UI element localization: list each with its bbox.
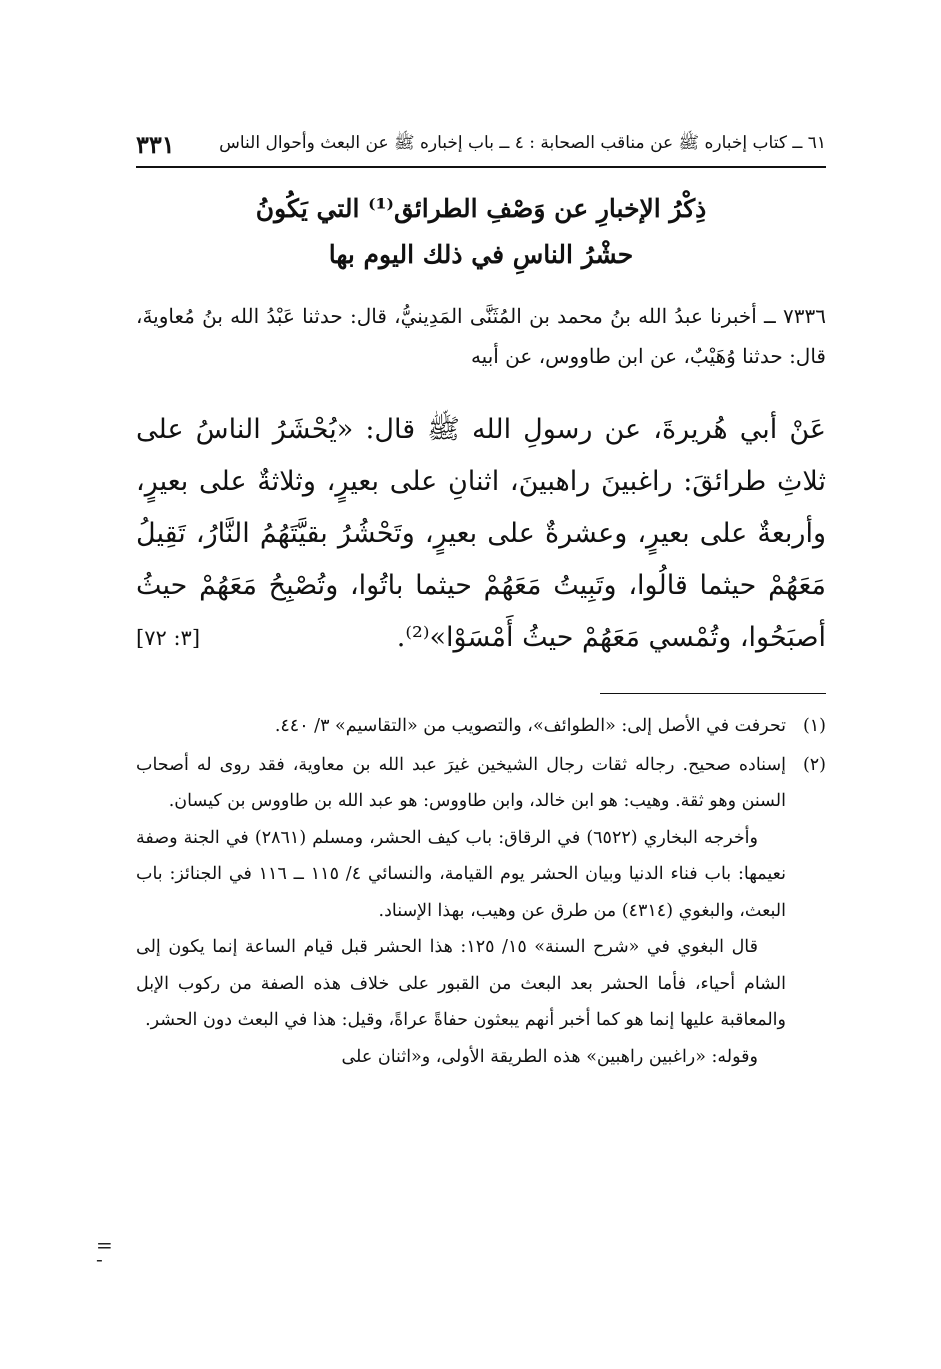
- footnote-paragraph: وقوله: «راغبين راهبين» هذه الطريقة الأولى، و«اثنان على: [341, 1046, 758, 1067]
- header-rule: [136, 166, 826, 168]
- hadith-reference: [٣: ٧٢]: [136, 626, 201, 650]
- footnote-number: (١): [802, 716, 826, 736]
- footnote-paragraph: قال البغوي في «شرح السنة» ١٥/ ١٢٥: هذا الحشر قبل قيام الساعة إنما يكون إلى الشام أحياء، فأما الحشر بعد البعث من القبور على خلاف هذه الصفة من ركوب الإبل والمعاقبة عليها إنما هو كما أخبر أنهم يبعثون حفاةً عراةً، وقيل: هذا في البعث دون الحشر.: [136, 937, 786, 1030]
- footnote-paragraph: وأخرجه البخاري (٦٥٢٢) في الرقاق: باب كيف الحشر، ومسلم (٢٨٦١) في الجنة وصفة نعيمها: باب فناء الدنيا وبيان الحشر يوم القيامة، والنسائي ٤/ ١١٥ ــ ١١٦ في الجنائز: باب البعث، والبغوي (٤٣١٤) من طرق عن وهيب، بهذا الإسناد.: [136, 827, 786, 921]
- footnote-text: [136, 747, 786, 1076]
- footnotes: [136, 708, 826, 1077]
- hadith-isnad: ٧٣٣٦ ــ أخبرنا عبدُ الله بنُ محمد بن المُثَنَّى المَدِينيُّ، قال: حدثنا عَبْدُ الله بنُ مُعاويةَ، قال: حدثنا وُهَيْبٌ، عن ابن طاووس، عن أبيه: [136, 304, 826, 368]
- footnote-1: [136, 708, 826, 745]
- footnote-number: (٢): [802, 754, 826, 775]
- footnote-paragraph: إسناده صحيح. رجاله ثقات رجال الشيخين غيرَ عبد الله بن معاوية، فقد روى له أصحاب السنن وهو ثقة. وهيب: هو ابن خالد، وابن طاووس: هو عبد الله بن طاووس بن كيسان.: [136, 754, 786, 811]
- signature-mark: = -: [96, 1233, 113, 1271]
- page-number: ٣٣١: [136, 129, 175, 159]
- hadith-matn: [136, 404, 826, 664]
- section-title-line-2: حشْرُ الناسِ في ذلك اليوم بها: [328, 240, 634, 269]
- section-title-line-1: ذِكْرُ الإخبارِ عن وَصْفِ الطرائق⁽¹⁾ التي يَكُونُ: [255, 194, 707, 223]
- footnote-paragraph: تحرفت في الأصل إلى: «الطوائف»، والتصويب من «التقاسيم» ٣/ ٤٤٠.: [274, 716, 786, 736]
- hadith-text: عَنْ أبي هُريرةَ، عن رسولِ الله ﷺ قال: «يُحْشَرُ الناسُ على ثلاثِ طرائقَ: راغبينَ راهبينَ، اثنانِ على بعيرٍ، وثلاثةٌ على بعيرٍ، وأربعةٌ على بعيرٍ، وعشرةٌ على بعيرٍ، وتَحْشُرُ بقيَّتَهُمُ النَّارُ، تَقِيلُ مَعَهُمْ حيثما قالُوا، وتَبِيتُ مَعَهُمْ حيثما باتُوا، وتُصْبِحُ مَعَهُمْ حيثُ أصبَحُوا، وتُمْسي مَعَهُمْ حيثُ أَمْسَوْا»⁽²⁾.: [136, 414, 826, 653]
- footnote-2: [136, 747, 826, 1076]
- footnote-text: [136, 708, 786, 745]
- section-title: [136, 186, 826, 278]
- footnote-rule: [600, 693, 826, 694]
- running-header: [136, 126, 826, 162]
- running-title: ٦١ ــ كتاب إخباره ﷺ عن مناقب الصحابة : ٤ ــ باب إخباره ﷺ عن البعث وأحوال الناس: [219, 132, 826, 153]
